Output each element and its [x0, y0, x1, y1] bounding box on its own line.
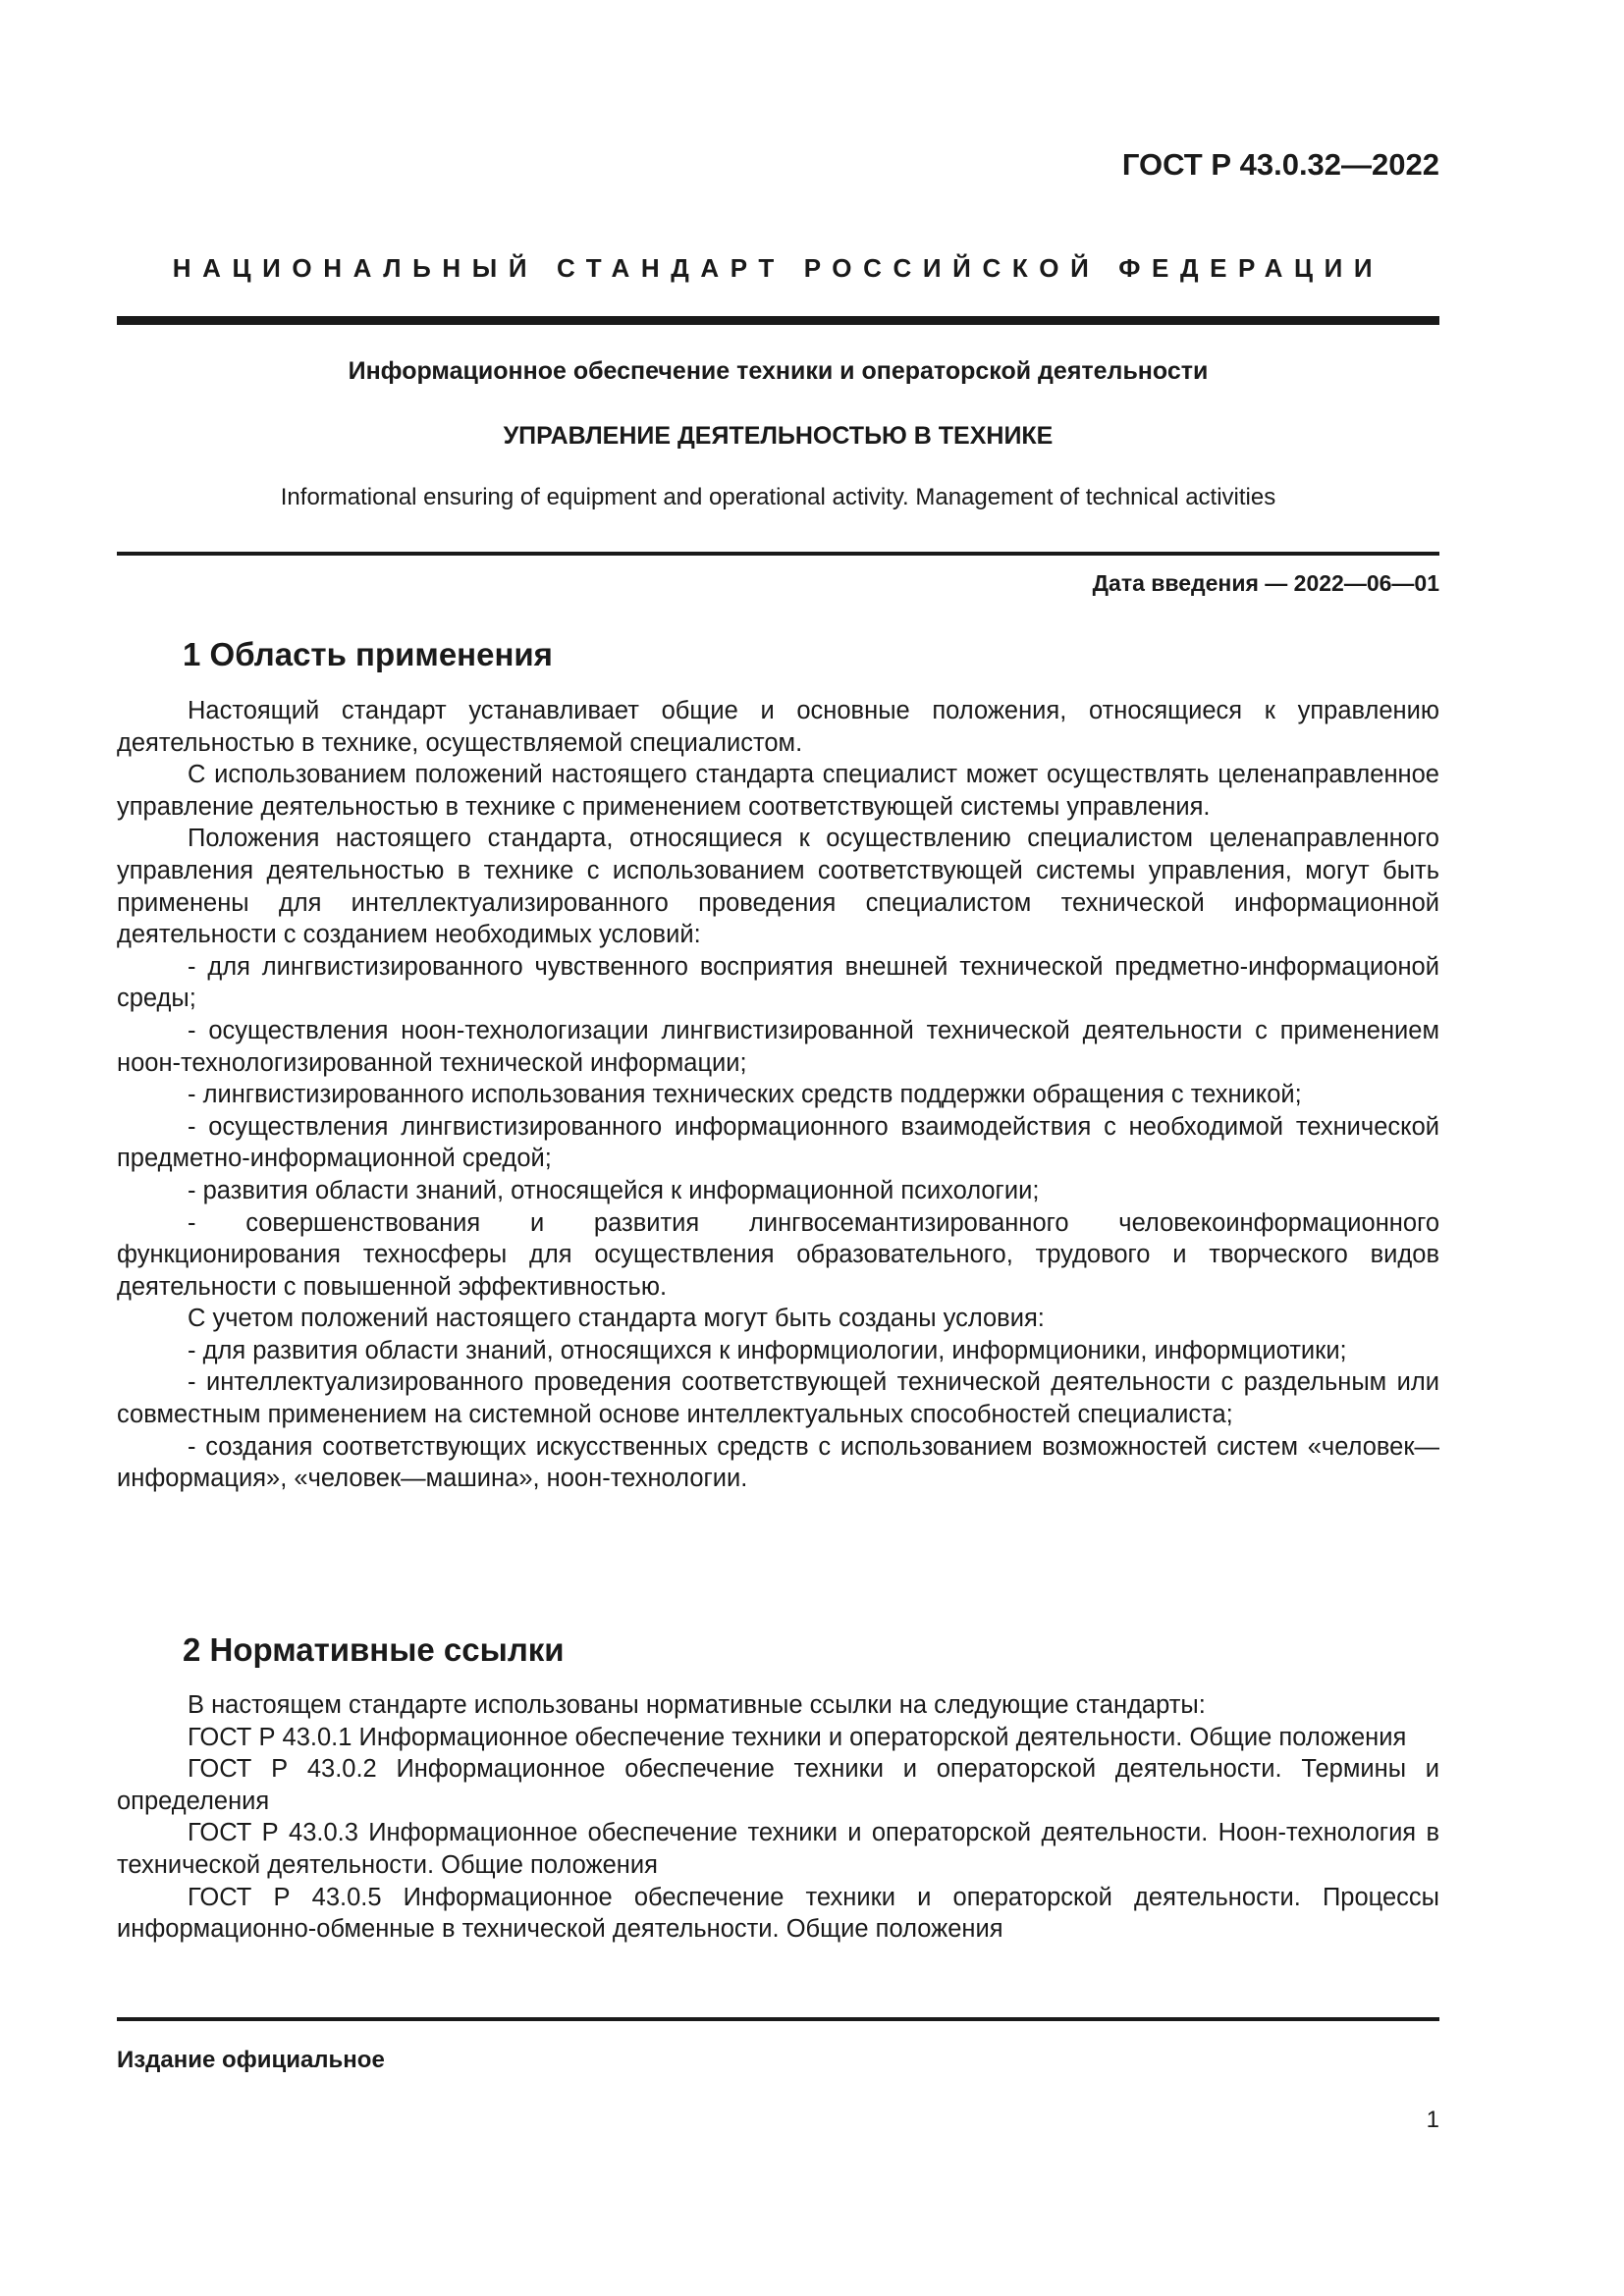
title-rule — [117, 552, 1439, 556]
introduction-date: Дата введения — 2022—06—01 — [1092, 570, 1439, 596]
edition-label: Издание официальное — [117, 2047, 385, 2073]
title-subtitle: УПРАВЛЕНИЕ ДЕЯТЕЛЬНОСТЬЮ В ТЕХНИКЕ — [503, 422, 1054, 450]
national-standard-banner: НАЦИОНАЛЬНЫЙ СТАНДАРТ РОССИЙСКОЙ ФЕДЕРАЦИИ — [172, 253, 1384, 283]
list-item: - развития области знаний, относящейся к информационной психологии; — [188, 1176, 1040, 1204]
list-item: - осуществления лингвистизированного информационного взаимодействия с необходимой технической предметно-информационной средой; — [117, 1112, 1439, 1173]
title-russian: Информационное обеспечение техники и операторской деятельности — [348, 357, 1209, 385]
document-id: ГОСТ Р 43.0.32—2022 — [1121, 147, 1439, 182]
page-number: 1 — [1426, 2107, 1439, 2133]
paragraph: С учетом положений настоящего стандарта могут быть созданы условия: — [188, 1305, 1045, 1333]
list-item: - создания соответствующих искусственных средств с использованием возможностей систем «человек—информация», «человек—машина», ноон-технологии. — [117, 1432, 1439, 1493]
header-rule — [117, 316, 1439, 325]
reference-item: ГОСТ Р 43.0.5 Информационное обеспечение техники и операторской деятельности. Процессы информационно-обменные в технической деятельности. Общие положения — [117, 1883, 1439, 1944]
paragraph: Настоящий стандарт устанавливает общие и основные положения, относящиеся к управлению деятельностью в технике, осуществляемой специалистом. — [117, 697, 1439, 757]
section-2-heading: 2 Нормативные ссылки — [183, 1631, 565, 1668]
paragraph: Положения настоящего стандарта, относящиеся к осуществлению специалистом целенаправленного управления деятельностью в технике с использованием соответствующей системы управления, могут быть применены для интеллектуализированного проведения специалистом технической информационной деятельности с созданием необходимых условий: — [117, 825, 1439, 949]
paragraph: С использованием положений настоящего стандарта специалист может осуществлять целенаправленное управление деятельностью в технике с применением соответствующей системы управления. — [117, 761, 1439, 821]
section-1-body — [117, 695, 1439, 1495]
list-item: - интеллектуализированного проведения соответствующей технической деятельности с раздельным или совместным применением на системной основе интеллектуальных способностей специалиста; — [117, 1368, 1439, 1429]
section-1-heading: 1 Область применения — [183, 636, 553, 672]
reference-item: ГОСТ Р 43.0.2 Информационное обеспечение техники и операторской деятельности. Термины и определения — [117, 1755, 1439, 1815]
list-item: - лингвистизированного использования технических средств поддержки обращения с техникой; — [188, 1081, 1302, 1109]
title-english: Informational ensuring of equipment and operational activity. Management of technical activities — [280, 484, 1276, 510]
list-item: - совершенствования и развития лингвосемантизированного человекоинформационного функционирования техносферы для осуществления образовательного, трудового и творческого видов деятельности с повышенной эффективностью. — [117, 1208, 1439, 1301]
list-item: - для развития области знаний, относящихся к информциологии, информционики, информциотики; — [188, 1336, 1347, 1364]
list-item: - для лингвистизированного чувственного восприятия внешней технической предметно-информационой среды; — [117, 952, 1439, 1013]
section-2-body — [117, 1689, 1439, 1946]
footer-rule — [117, 2017, 1439, 2021]
reference-item: ГОСТ Р 43.0.1 Информационное обеспечение техники и операторской деятельности. Общие положения — [188, 1723, 1407, 1751]
list-item: - осуществления ноон-технологизации лингвистизированной технической деятельности с применением ноон-технологизированной технической информации; — [117, 1016, 1439, 1077]
document-page — [117, 0, 1439, 2296]
paragraph: В настоящем стандарте использованы нормативные ссылки на следующие стандарты: — [188, 1691, 1206, 1719]
reference-item: ГОСТ Р 43.0.3 Информационное обеспечение техники и операторской деятельности. Ноон-технология в технической деятельности. Общие положения — [117, 1819, 1439, 1879]
